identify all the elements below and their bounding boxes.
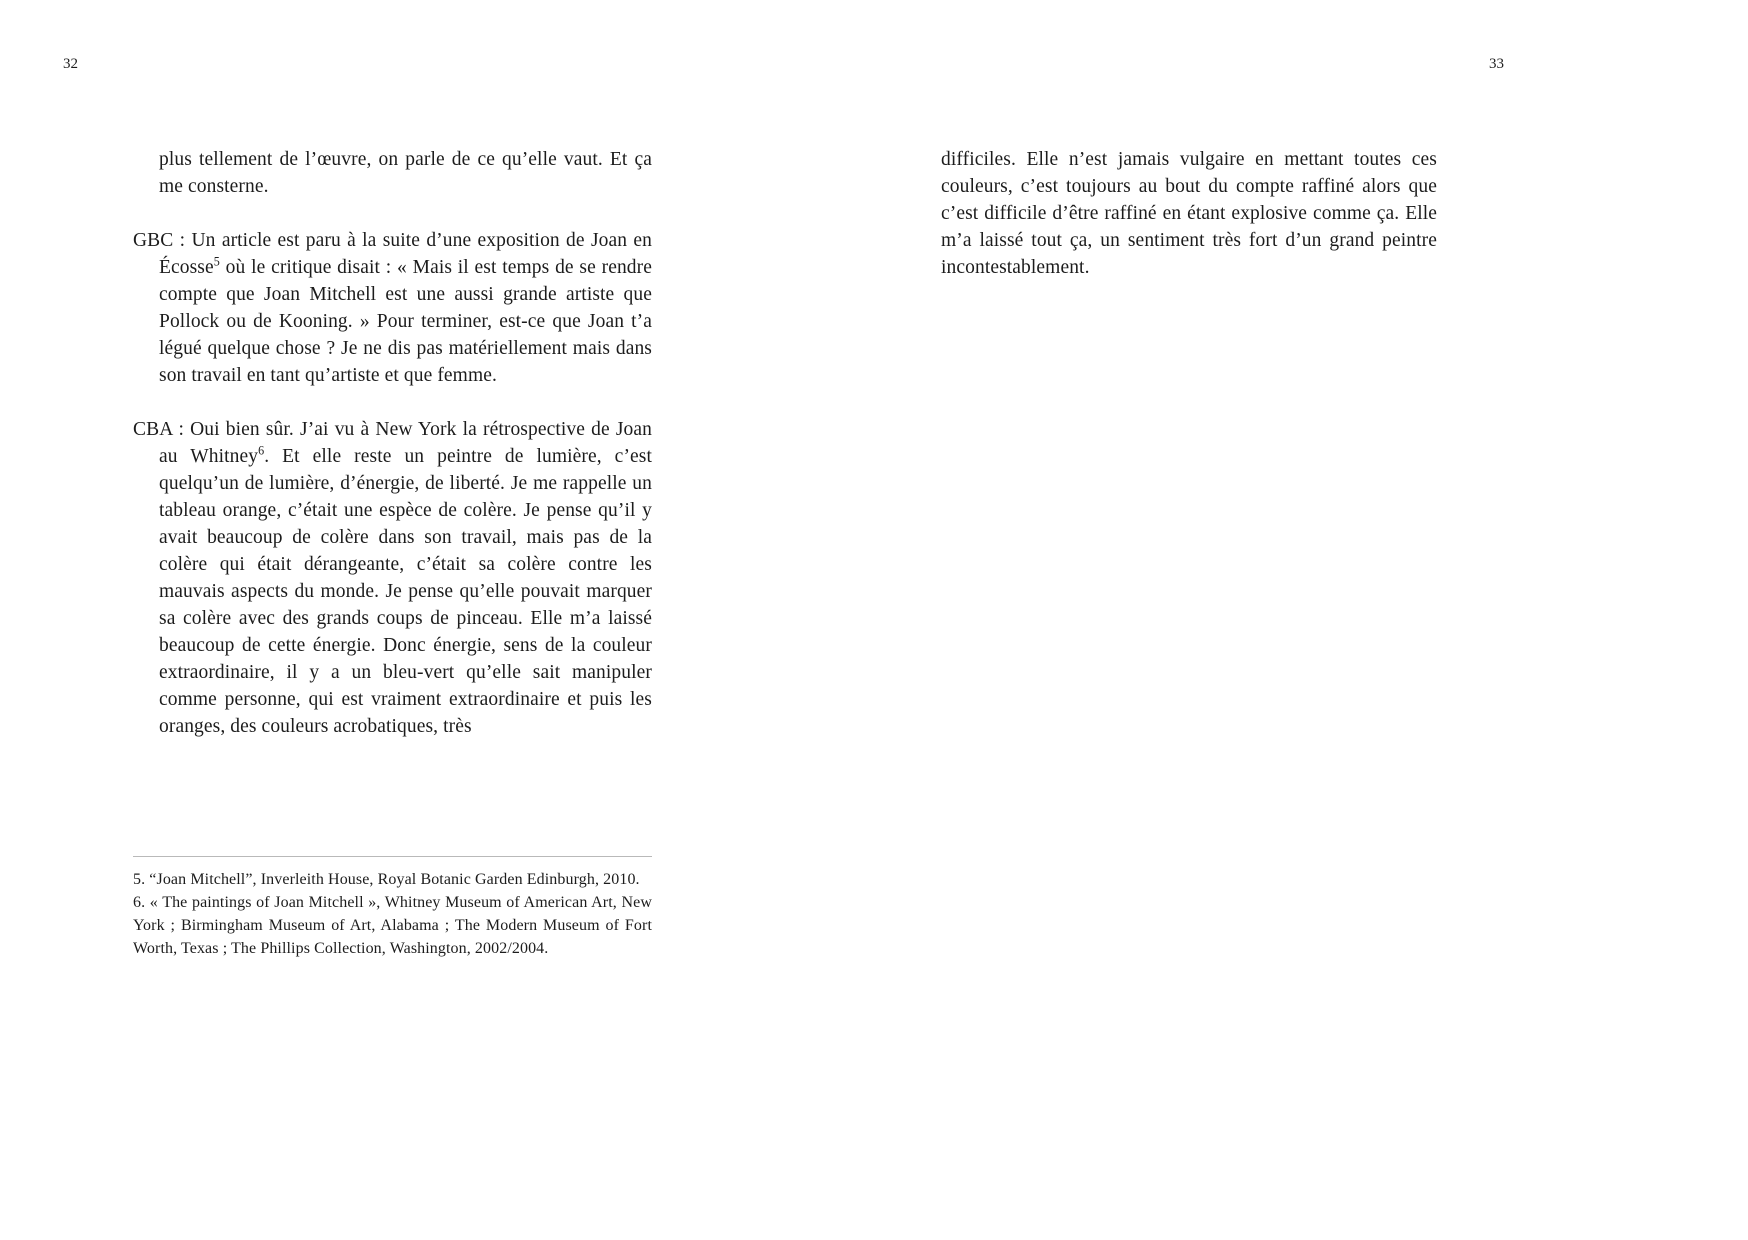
- footnote-5: 5. “Joan Mitchell”, Inverleith House, Royal Botanic Garden Edinburgh, 2010.: [133, 871, 640, 888]
- paragraph-cba: [133, 416, 652, 740]
- paragraph-continuation: plus tellement de l’œuvre, on parle de ce qu’elle vaut. Et ça me consterne.: [159, 149, 652, 197]
- cba-text-before-ref: CBA : Oui bien sûr. J’ai vu à New York la rétrospective de Joan au Whitney: [133, 419, 652, 467]
- gbc-text-after-ref: où le critique disait : « Mais il est temps de se rendre compte que Joan Mitchell est une aussi grande artiste que Pollock ou de Kooning. » Pour terminer, est-ce que Joan t’a légué quelque chose ? Je ne dis pas matériellement mais dans son travail en tant qu’artiste et que femme.: [159, 257, 652, 386]
- cba-text-after-ref: . Et elle reste un peintre de lumière, c’est quelqu’un de lumière, d’énergie, de liberté. Je me rappelle un tableau orange, c’était une espèce de colère. Je pense qu’il y avait beaucoup de colère dans son travail, mais pas de la colère qui était dérangeante, c’était sa colère contre les mauvais aspects du monde. Je pense qu’elle pouvait marquer sa colère avec des grands coups de pinceau. Elle m’a laissé beaucoup de cette énergie. Donc énergie, sens de la couleur extraordinaire, il y a un bleu-vert qu’elle sait manipuler comme personne, qui est vraiment extraordinaire et puis les oranges, des couleurs acrobatiques, très: [159, 446, 652, 737]
- footnotes-section: [133, 856, 652, 960]
- footnote-ref-6: 6: [258, 443, 265, 458]
- footnote-divider: [133, 856, 652, 857]
- footnote-ref-5: 5: [213, 254, 220, 269]
- page-number-left: 32: [63, 56, 78, 72]
- page-number-right: 33: [1489, 56, 1504, 72]
- footnote-6: 6. « The paintings of Joan Mitchell », Whitney Museum of American Art, New York ; Birmingham Museum of Art, Alabama ; The Modern Museum of Fort Worth, Texas ; The Phillips Collection, Washington, 2002/2004.: [133, 894, 652, 957]
- paragraph-right-page: difficiles. Elle n’est jamais vulgaire en mettant toutes ces couleurs, c’est toujours au bout du compte raffiné alors que c’est difficile d’être raffiné en étant explosive comme ça. Elle m’a laissé tout ça, un sentiment très fort d’un grand peintre incontestablement.: [941, 149, 1437, 278]
- left-text-block: [133, 146, 652, 740]
- paragraph-gbc: [133, 227, 652, 389]
- gbc-text-before-ref: GBC : Un article est paru à la suite d’une exposition de Joan en Écosse: [133, 230, 652, 278]
